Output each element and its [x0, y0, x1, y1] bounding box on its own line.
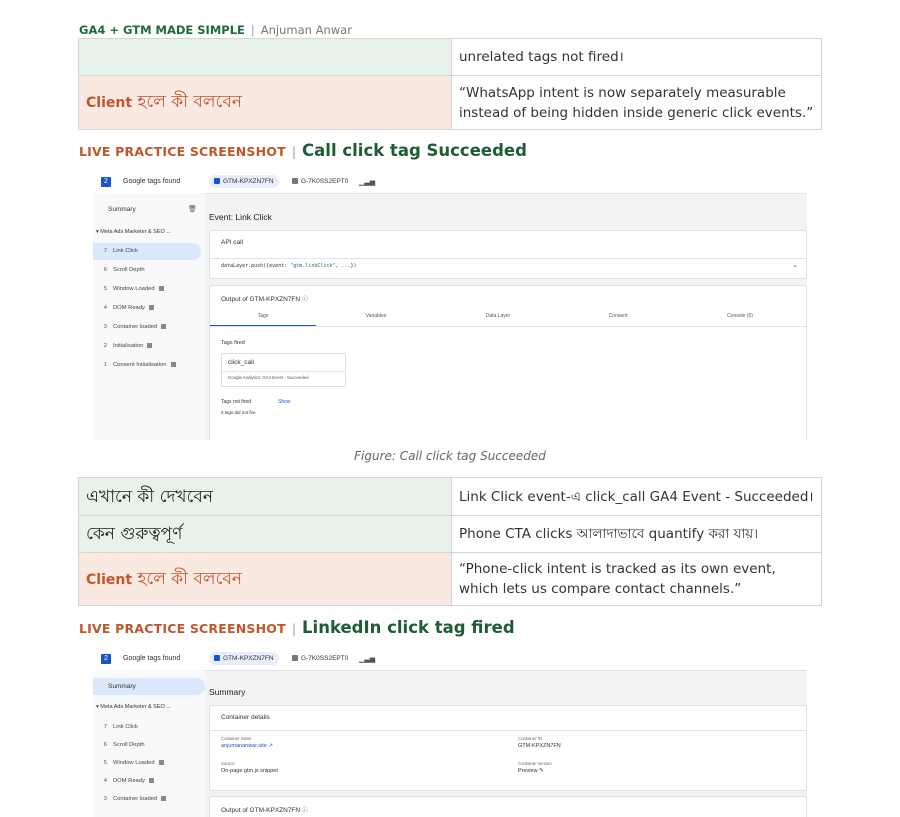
divider: [210, 326, 806, 327]
row-value: unrelated tags not fired।: [452, 39, 822, 76]
section-separator: |: [291, 144, 297, 159]
tags-not-fired-label: Tags not fired: [221, 399, 252, 405]
qa-table-top: [78, 38, 822, 130]
tag-icon: [149, 778, 154, 783]
table-row: [79, 553, 822, 606]
event-label: Scroll Depth: [113, 267, 145, 273]
edit-icon: ✎: [539, 768, 544, 774]
ga-icon: [292, 178, 298, 184]
doc-header: [79, 22, 352, 38]
tag-assistant-topbar: [93, 171, 807, 194]
event-label: DOM Ready: [113, 305, 145, 311]
code-suffix: , ...}): [335, 263, 357, 269]
row-value: “Phone-click intent is tracked as its own event, which lets us compare contact channels.”: [452, 553, 822, 606]
divider: [210, 258, 806, 259]
fired-tag-card: [221, 353, 346, 387]
tag-assistant-topbar: [93, 648, 807, 671]
event-number: 4: [103, 305, 107, 311]
row-label: এখানে কী দেখবেন: [79, 478, 452, 516]
datalayer-code: [221, 263, 356, 269]
event-item: [93, 357, 201, 374]
output-card: [209, 285, 807, 440]
ga-chip-label: G-7K0SS2EPT0: [301, 178, 349, 185]
event-number: 7: [103, 724, 107, 730]
api-call-card: [209, 230, 807, 279]
source-value: On-page gtm.js snippet: [221, 768, 278, 774]
gtm-icon: [214, 655, 220, 661]
container-name-label: Container name: [221, 736, 252, 741]
output-title-text: Output of GTM-KPXZN7FN: [221, 296, 301, 303]
tag-icon: [171, 362, 176, 367]
ga-chip: [287, 175, 353, 188]
client-label-bn: হলে কী বলবেন: [137, 568, 242, 589]
event-number: 5: [103, 760, 107, 766]
container-name-link: [221, 743, 273, 749]
event-label: Window Loaded: [113, 760, 155, 766]
event-item: [93, 243, 201, 260]
event-number: 4: [103, 778, 107, 784]
output-title-text: Output of GTM-KPXZN7FN: [221, 807, 301, 814]
row-value: Phone CTA clicks আলাদাভাবে quantify করা যায়।: [452, 516, 822, 553]
section-heading: [79, 618, 515, 639]
tag-icon: [161, 324, 166, 329]
event-label: Consent Initialisation: [113, 362, 167, 368]
event-sidebar: [93, 193, 205, 440]
section-heading: [79, 141, 527, 162]
event-item: [93, 773, 201, 790]
container-version-label: Container version: [518, 761, 552, 766]
container-chip-label: GTM-KPXZN7FN: [223, 178, 274, 185]
source-label: Source: [221, 761, 235, 766]
event-label: Initialisation: [113, 343, 144, 349]
gtm-screenshot-call-click: [93, 171, 807, 440]
section-title: LinkedIn click tag fired: [302, 618, 515, 637]
tags-found-label: Google tags found: [123, 655, 181, 662]
event-item: [93, 719, 201, 736]
section-tag: LIVE PRACTICE SCREENSHOT: [79, 621, 286, 636]
event-number: 7: [103, 248, 107, 254]
container-chip: [209, 652, 279, 665]
event-label: Window Loaded: [113, 286, 155, 292]
tags-found-label: Google tags found: [123, 178, 181, 185]
row-label: কেন গুরুত্বপূর্ণ: [79, 516, 452, 553]
event-number: 2: [103, 343, 107, 349]
event-item: [93, 281, 201, 298]
section-separator: |: [291, 621, 297, 636]
figure-caption: Figure: Call click tag Succeeded: [354, 449, 546, 463]
event-item: [93, 262, 201, 279]
event-number: 3: [103, 324, 107, 330]
section-tag: LIVE PRACTICE SCREENSHOT: [79, 144, 286, 159]
event-item: [93, 737, 201, 754]
tab-console: Console (0): [727, 313, 753, 319]
event-label: Container loaded: [113, 796, 158, 802]
tag-icon: [149, 305, 154, 310]
event-label: DOM Ready: [113, 778, 145, 784]
show-link: Show: [278, 399, 291, 405]
tags-fired-label: Tags fired: [221, 340, 245, 346]
row-label: [79, 553, 452, 606]
client-label: Client: [86, 95, 133, 111]
table-row: [79, 76, 822, 130]
tab-variables: Variables: [365, 313, 387, 319]
page-group-name: Meta Ads Marketer & SEO ...: [100, 704, 171, 710]
container-chip-label: GTM-KPXZN7FN: [223, 655, 274, 662]
event-sidebar: [93, 670, 205, 817]
tag-count-badge: 2: [101, 177, 111, 187]
event-item: [93, 300, 201, 317]
client-label: Client: [86, 571, 133, 588]
divider: [210, 730, 806, 731]
analytics-bars-icon: ▁▃▅: [359, 656, 376, 663]
table-row: [79, 478, 822, 516]
event-item: [93, 755, 201, 772]
tab-consent: Consent: [608, 313, 628, 319]
row-label: [79, 76, 452, 130]
section-title: Call click tag Succeeded: [302, 141, 527, 160]
brand-title: GA4 + GTM MADE SIMPLE: [79, 23, 245, 37]
trash-icon: 🗑: [188, 206, 197, 213]
summary-label: Summary: [108, 206, 136, 213]
event-label: Scroll Depth: [113, 742, 145, 748]
event-detail-panel: [209, 193, 807, 440]
page-group-label: ▾ Meta Ads Marketer & SEO ...: [96, 704, 171, 710]
tag-icon: [147, 343, 152, 348]
container-name-value: anjumananwar.site: [221, 743, 267, 749]
event-item: [93, 319, 201, 336]
event-number: 6: [103, 742, 107, 748]
divider: [222, 371, 345, 372]
tag-icon: [159, 286, 164, 291]
container-id-value: GTM-KPXZN7FN: [518, 743, 561, 749]
tag-count-badge: 2: [101, 654, 111, 664]
tag-icon: [159, 760, 164, 765]
output-title: [221, 805, 308, 814]
header-separator: |: [250, 23, 255, 37]
info-icon: ⓘ: [301, 297, 308, 303]
analytics-bars-icon: ▁▃▅: [359, 179, 376, 186]
summary-panel: [209, 670, 807, 817]
fired-tag-name: click_call: [228, 359, 255, 366]
not-fired-count: 6 tags did not fire: [221, 410, 256, 415]
event-number: 5: [103, 286, 107, 292]
version-text: Preview: [518, 768, 538, 774]
container-id-label: Container ID: [518, 736, 543, 741]
code-prefix: dataLayer.push({event:: [221, 263, 291, 269]
row-value: Link Click event-এ click_call GA4 Event - Succeeded।: [452, 478, 822, 516]
container-chip: [209, 175, 279, 188]
tab-data-layer: Data Layer: [485, 313, 511, 319]
code-string: "gtm.linkClick": [290, 263, 336, 269]
page-group-label: ▾ Meta Ads Marketer & SEO ...: [96, 229, 171, 235]
summary-label: Summary: [108, 683, 136, 690]
chevron-down-icon: ⌄: [792, 262, 798, 269]
api-call-label: API call: [221, 239, 244, 246]
tag-icon: [161, 796, 166, 801]
event-number: 3: [103, 796, 107, 802]
event-number: 6: [103, 267, 107, 273]
container-details-title: Container details: [221, 714, 270, 721]
author-name: Anjuman Anwar: [260, 23, 352, 37]
ga-icon: [292, 655, 298, 661]
tab-tags: Tags: [257, 313, 269, 319]
fired-tag-status: Google Analytics: GA4 Event - Succeeded: [228, 375, 309, 380]
ga-chip: [287, 652, 353, 665]
event-item: [93, 791, 201, 808]
table-row: [79, 39, 822, 76]
external-link-icon: ↗: [268, 743, 274, 749]
event-title: Event: Link Click: [209, 212, 272, 222]
output-card: [209, 796, 807, 817]
event-label: Container loaded: [113, 324, 158, 330]
event-label: Link Click: [113, 724, 138, 730]
row-label: [79, 39, 452, 76]
container-version-value: [518, 768, 544, 774]
info-icon: ⓘ: [301, 808, 308, 814]
ga-chip-label: G-7K0SS2EPT0: [301, 655, 349, 662]
summary-title: Summary: [209, 687, 246, 697]
event-number: 1: [103, 362, 107, 368]
container-details-card: [209, 705, 807, 791]
gtm-icon: [214, 178, 220, 184]
client-label-bn: হলে কী বলবেন: [137, 92, 242, 112]
page-group-name: Meta Ads Marketer & SEO ...: [100, 229, 171, 235]
row-value: “WhatsApp intent is now separately measurable instead of being hidden inside generic click events.”: [452, 76, 822, 130]
gtm-screenshot-linkedin-click: [93, 648, 807, 817]
table-row: [79, 516, 822, 553]
qa-table-mid: [78, 477, 822, 606]
event-item: [93, 338, 201, 355]
event-label: Link Click: [113, 248, 138, 254]
output-title: [221, 294, 308, 303]
